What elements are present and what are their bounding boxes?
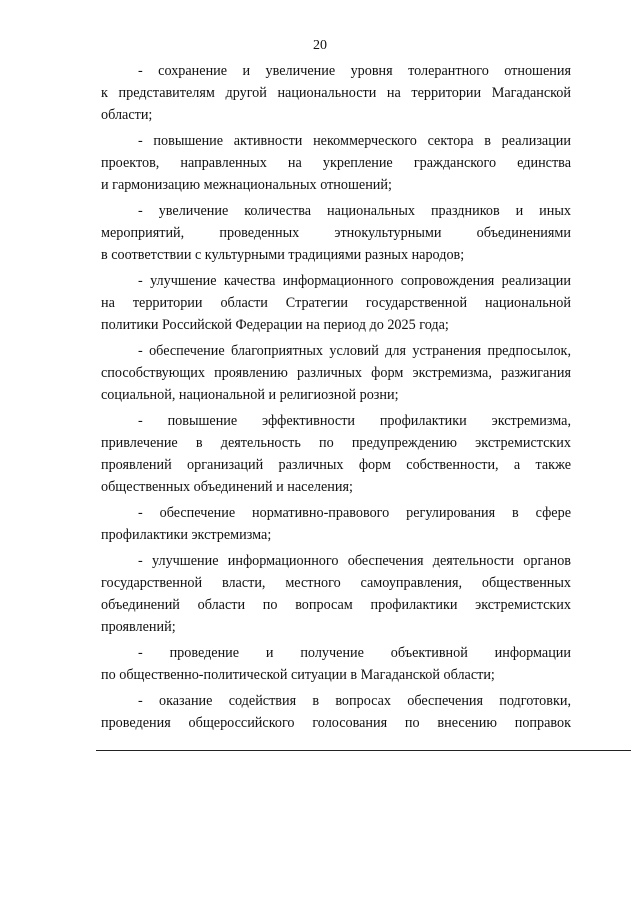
text-line: социальной, национальной и религиозной розни; [101, 387, 399, 403]
text-line: проявлений организаций различных форм собственности, а также [101, 457, 571, 473]
list-item-tolerance [101, 60, 571, 126]
text-line: объединений области по вопросам профилактики экстремистских [101, 597, 571, 613]
text-line: - обеспечение благоприятных условий для устранения предпосылок, [138, 343, 571, 359]
document-body [101, 60, 571, 738]
page-number: 20 [313, 38, 327, 53]
text-line: - сохранение и увеличение уровня толерантного отношения [138, 63, 571, 79]
text-line: государственной власти, местного самоуправления, общественных [101, 575, 571, 591]
list-item-objective-information [101, 642, 571, 686]
footer-divider [96, 750, 631, 751]
text-line: - улучшение информационного обеспечения деятельности органов [138, 553, 571, 569]
text-line: проектов, направленных на укрепление гражданского единства [101, 155, 571, 171]
text-line: в соответствии с культурными традициями разных народов; [101, 247, 465, 263]
text-line: привлечение в деятельность по предупреждению экстремистских [101, 435, 571, 451]
list-item-holidays [101, 200, 571, 266]
text-line: - улучшение качества информационного сопровождения реализации [138, 273, 571, 289]
text-line: политики Российской Федерации на период до 2025 года; [101, 317, 449, 333]
list-item-nonprofit [101, 130, 571, 196]
text-line: к представителям другой национальности на территории Магаданской [101, 85, 571, 101]
text-line: - увеличение количества национальных праздников и иных [138, 203, 571, 219]
text-line: - обеспечение нормативно-правового регулирования в сфере [138, 505, 571, 521]
text-line: проявлений; [101, 619, 176, 635]
text-line: - повышение эффективности профилактики экстремизма, [138, 413, 571, 429]
list-item-voting-assistance [101, 690, 571, 734]
text-line: области; [101, 107, 153, 123]
text-line: - повышение активности некоммерческого сектора в реализации [138, 133, 571, 149]
list-item-information-support [101, 270, 571, 336]
list-item-favorable-conditions [101, 340, 571, 406]
text-line: и гармонизацию межнациональных отношений; [101, 177, 392, 193]
text-line: - оказание содействия в вопросах обеспечения подготовки, [138, 693, 571, 709]
text-line: способствующих проявлению различных форм экстремизма, разжигания [101, 365, 571, 381]
text-line: мероприятий, проведенных этнокультурными объединениями [101, 225, 571, 241]
text-line: профилактики экстремизма; [101, 527, 272, 543]
list-item-legal-regulation [101, 502, 571, 546]
text-line: общественных объединений и населения; [101, 479, 353, 495]
list-item-information-provision [101, 550, 571, 638]
text-line: проведения общероссийского голосования по внесению поправок [101, 715, 571, 731]
text-line: по общественно-политической ситуации в Магаданской области; [101, 667, 495, 683]
text-line: на территории области Стратегии государственной национальной [101, 295, 571, 311]
list-item-prevention-efficiency [101, 410, 571, 498]
text-line: - проведение и получение объективной информации [138, 645, 571, 661]
